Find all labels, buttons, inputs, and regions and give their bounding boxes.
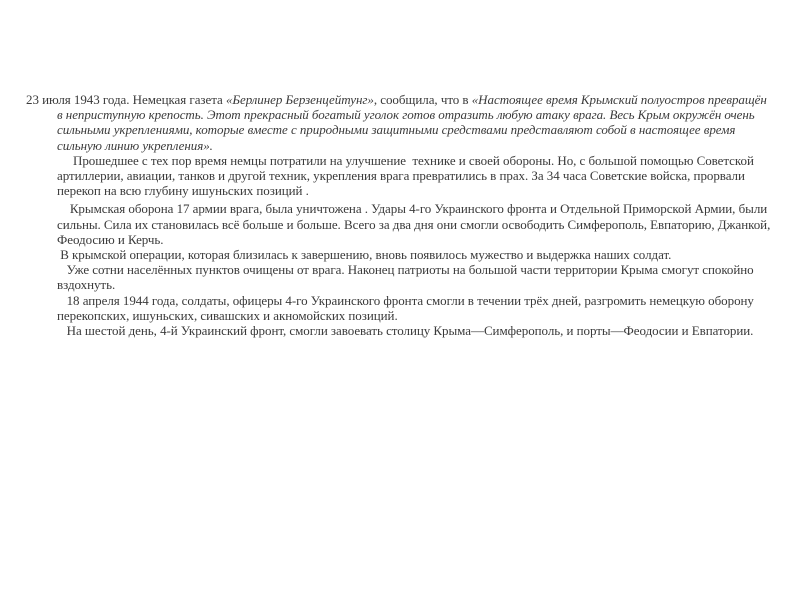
- paragraph-3: Крымская оборона 17 армии врага, была уничтожена . Удары 4-го Украинского фронта и Отдельной Приморской Армии, были сильны. Сила их становилась всё больше и больше. Всего за два дня они смогли освободить Симферополь, Евпаторию, Джанкой, Феодосию и Керчь.: [57, 201, 774, 247]
- paragraph-1: [26, 92, 774, 153]
- paragraph-5: Уже сотни населённых пунктов очищены от врага. Наконец патриоты на большой части территории Крыма смогут спокойно вздохнуть.: [57, 262, 757, 293]
- paragraph-4: В крымской операции, которая близилась к завершению, вновь появилось мужество и выдержка наших солдат.: [57, 247, 672, 263]
- text-block: [26, 92, 774, 338]
- paragraph-1-mid: , сообщила, что в: [373, 92, 472, 107]
- paragraph-6: 18 апреля 1944 года, солдаты, офицеры 4-го Украинского фронта смогли в течении трёх дней, разгромить немецкую оборону перекопских, ишуньских, сивашских и акномойских позиций.: [57, 292, 758, 323]
- paragraph-2: Прошедшее с тех пор время немцы потратили на улучшение технике и своей обороны. Но, с большой помощью Советской артиллерии, авиации, танков и другой техник, укрепления врага превратились в прах. За 34 часа Советские войска, прорвали перекоп на всю глубину ишуньских позиций .: [57, 152, 758, 199]
- paragraph-7: На шестой день, 4-й Украинский фронт, смогли завоевать столицу Крыма—Симферополь, и порты—Феодосии и Евпатории.: [57, 323, 754, 339]
- newspaper-name: «Берлинер Берзенцейтунг»: [225, 92, 374, 107]
- newspaper-quote: «Настоящее время Крымский полуостров превращён в неприступную крепость. Этот прекрасный богатый уголок готов отразить любую атаку врага. Весь Крым окружён очень сильными укреплениями, которые вместе с природными защитными средствами представляют собой в настоящее время сильную линию укрепления».: [57, 92, 767, 153]
- paragraph-1-lead: 23 июля 1943 года. Немецкая газета: [26, 92, 226, 107]
